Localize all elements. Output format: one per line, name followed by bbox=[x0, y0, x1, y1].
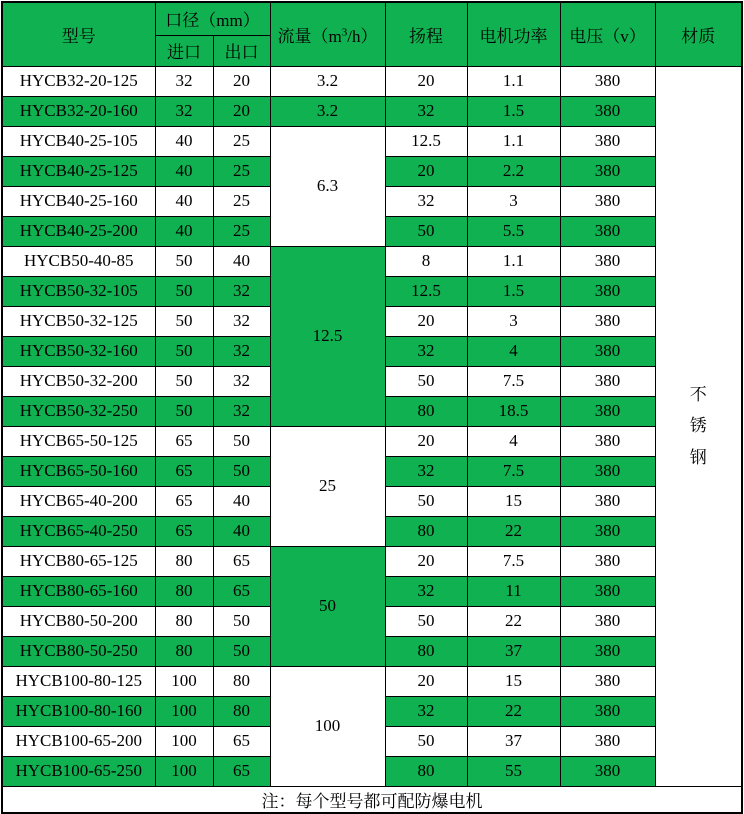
model-cell: HYCB100-80-125 bbox=[2, 666, 155, 696]
outlet-cell: 50 bbox=[213, 606, 270, 636]
header-flow-post: /h） bbox=[347, 26, 378, 46]
voltage-cell: 380 bbox=[560, 546, 655, 576]
head-cell: 12.5 bbox=[385, 126, 467, 156]
head-cell: 50 bbox=[385, 366, 467, 396]
model-cell: HYCB32-20-160 bbox=[2, 96, 155, 126]
table-row bbox=[2, 96, 742, 126]
outlet-cell: 32 bbox=[213, 336, 270, 366]
inlet-cell: 80 bbox=[155, 636, 213, 666]
voltage-cell: 380 bbox=[560, 246, 655, 276]
inlet-cell: 80 bbox=[155, 576, 213, 606]
table-row bbox=[2, 66, 742, 96]
power-cell: 18.5 bbox=[467, 396, 560, 426]
table-header bbox=[2, 2, 742, 66]
power-cell: 55 bbox=[467, 756, 560, 786]
inlet-cell: 50 bbox=[155, 396, 213, 426]
table-body bbox=[2, 66, 742, 786]
header-model: 型号 bbox=[2, 2, 155, 66]
head-cell: 20 bbox=[385, 66, 467, 96]
power-cell: 1.1 bbox=[467, 126, 560, 156]
flow-cell: 25 bbox=[270, 426, 385, 546]
voltage-cell: 380 bbox=[560, 426, 655, 456]
outlet-cell: 20 bbox=[213, 66, 270, 96]
outlet-cell: 65 bbox=[213, 756, 270, 786]
inlet-cell: 100 bbox=[155, 696, 213, 726]
outlet-cell: 50 bbox=[213, 426, 270, 456]
model-cell: HYCB65-50-160 bbox=[2, 456, 155, 486]
inlet-cell: 50 bbox=[155, 336, 213, 366]
inlet-cell: 40 bbox=[155, 156, 213, 186]
header-power: 电机功率 bbox=[467, 2, 560, 66]
voltage-cell: 380 bbox=[560, 156, 655, 186]
flow-cell: 6.3 bbox=[270, 126, 385, 246]
outlet-cell: 25 bbox=[213, 216, 270, 246]
outlet-cell: 32 bbox=[213, 366, 270, 396]
inlet-cell: 32 bbox=[155, 96, 213, 126]
power-cell: 5.5 bbox=[467, 216, 560, 246]
power-cell: 2.2 bbox=[467, 156, 560, 186]
outlet-cell: 32 bbox=[213, 306, 270, 336]
outlet-cell: 65 bbox=[213, 576, 270, 606]
power-cell: 15 bbox=[467, 486, 560, 516]
model-cell: HYCB100-65-250 bbox=[2, 756, 155, 786]
model-cell: HYCB65-40-200 bbox=[2, 486, 155, 516]
header-outlet: 出口 bbox=[213, 35, 270, 66]
head-cell: 20 bbox=[385, 426, 467, 456]
model-cell: HYCB32-20-125 bbox=[2, 66, 155, 96]
outlet-cell: 40 bbox=[213, 246, 270, 276]
voltage-cell: 380 bbox=[560, 666, 655, 696]
model-cell: HYCB80-50-250 bbox=[2, 636, 155, 666]
flow-cell: 50 bbox=[270, 546, 385, 666]
outlet-cell: 50 bbox=[213, 636, 270, 666]
power-cell: 4 bbox=[467, 336, 560, 366]
outlet-cell: 40 bbox=[213, 486, 270, 516]
outlet-cell: 32 bbox=[213, 276, 270, 306]
header-flow-sup: 3 bbox=[341, 26, 348, 39]
head-cell: 80 bbox=[385, 756, 467, 786]
power-cell: 1.5 bbox=[467, 96, 560, 126]
outlet-cell: 80 bbox=[213, 666, 270, 696]
power-cell: 3 bbox=[467, 186, 560, 216]
outlet-cell: 32 bbox=[213, 396, 270, 426]
voltage-cell: 380 bbox=[560, 696, 655, 726]
model-cell: HYCB80-50-200 bbox=[2, 606, 155, 636]
head-cell: 80 bbox=[385, 516, 467, 546]
pump-spec-table bbox=[1, 1, 743, 814]
inlet-cell: 100 bbox=[155, 666, 213, 696]
power-cell: 22 bbox=[467, 516, 560, 546]
power-cell: 22 bbox=[467, 606, 560, 636]
head-cell: 8 bbox=[385, 246, 467, 276]
table-row bbox=[2, 246, 742, 276]
model-cell: HYCB50-40-85 bbox=[2, 246, 155, 276]
voltage-cell: 380 bbox=[560, 606, 655, 636]
model-cell: HYCB100-80-160 bbox=[2, 696, 155, 726]
voltage-cell: 380 bbox=[560, 336, 655, 366]
inlet-cell: 40 bbox=[155, 216, 213, 246]
header-head: 扬程 bbox=[385, 2, 467, 66]
table-row bbox=[2, 426, 742, 456]
outlet-cell: 65 bbox=[213, 546, 270, 576]
head-cell: 32 bbox=[385, 96, 467, 126]
voltage-cell: 380 bbox=[560, 66, 655, 96]
voltage-cell: 380 bbox=[560, 366, 655, 396]
model-cell: HYCB40-25-105 bbox=[2, 126, 155, 156]
head-cell: 32 bbox=[385, 456, 467, 486]
power-cell: 1.1 bbox=[467, 246, 560, 276]
power-cell: 1.1 bbox=[467, 66, 560, 96]
voltage-cell: 380 bbox=[560, 126, 655, 156]
power-cell: 15 bbox=[467, 666, 560, 696]
voltage-cell: 380 bbox=[560, 186, 655, 216]
head-cell: 12.5 bbox=[385, 276, 467, 306]
head-cell: 20 bbox=[385, 306, 467, 336]
voltage-cell: 380 bbox=[560, 726, 655, 756]
head-cell: 20 bbox=[385, 666, 467, 696]
voltage-cell: 380 bbox=[560, 516, 655, 546]
model-cell: HYCB40-25-160 bbox=[2, 186, 155, 216]
voltage-cell: 380 bbox=[560, 306, 655, 336]
outlet-cell: 50 bbox=[213, 456, 270, 486]
head-cell: 50 bbox=[385, 216, 467, 246]
model-cell: HYCB80-65-125 bbox=[2, 546, 155, 576]
voltage-cell: 380 bbox=[560, 396, 655, 426]
voltage-cell: 380 bbox=[560, 756, 655, 786]
model-cell: HYCB50-32-200 bbox=[2, 366, 155, 396]
power-cell: 7.5 bbox=[467, 546, 560, 576]
inlet-cell: 65 bbox=[155, 456, 213, 486]
flow-cell: 3.2 bbox=[270, 96, 385, 126]
head-cell: 50 bbox=[385, 486, 467, 516]
inlet-cell: 80 bbox=[155, 546, 213, 576]
power-cell: 37 bbox=[467, 726, 560, 756]
header-flow bbox=[270, 2, 385, 66]
voltage-cell: 380 bbox=[560, 576, 655, 606]
power-cell: 11 bbox=[467, 576, 560, 606]
model-cell: HYCB65-40-250 bbox=[2, 516, 155, 546]
head-cell: 32 bbox=[385, 336, 467, 366]
power-cell: 3 bbox=[467, 306, 560, 336]
table-row bbox=[2, 666, 742, 696]
flow-cell: 3.2 bbox=[270, 66, 385, 96]
flow-cell: 100 bbox=[270, 666, 385, 786]
inlet-cell: 50 bbox=[155, 276, 213, 306]
inlet-cell: 100 bbox=[155, 726, 213, 756]
flow-cell: 12.5 bbox=[270, 246, 385, 426]
inlet-cell: 50 bbox=[155, 246, 213, 276]
voltage-cell: 380 bbox=[560, 486, 655, 516]
power-cell: 7.5 bbox=[467, 366, 560, 396]
inlet-cell: 50 bbox=[155, 366, 213, 396]
inlet-cell: 40 bbox=[155, 186, 213, 216]
head-cell: 20 bbox=[385, 546, 467, 576]
power-cell: 1.5 bbox=[467, 276, 560, 306]
outlet-cell: 25 bbox=[213, 186, 270, 216]
voltage-cell: 380 bbox=[560, 96, 655, 126]
inlet-cell: 65 bbox=[155, 426, 213, 456]
table-row bbox=[2, 546, 742, 576]
head-cell: 32 bbox=[385, 186, 467, 216]
model-cell: HYCB100-65-200 bbox=[2, 726, 155, 756]
inlet-cell: 65 bbox=[155, 486, 213, 516]
power-cell: 4 bbox=[467, 426, 560, 456]
voltage-cell: 380 bbox=[560, 276, 655, 306]
outlet-cell: 25 bbox=[213, 126, 270, 156]
inlet-cell: 80 bbox=[155, 606, 213, 636]
material-cell: 不 锈 钢 bbox=[655, 66, 742, 786]
power-cell: 7.5 bbox=[467, 456, 560, 486]
inlet-cell: 50 bbox=[155, 306, 213, 336]
header-flow-pre: 流量（m bbox=[277, 26, 342, 46]
outlet-cell: 40 bbox=[213, 516, 270, 546]
table-row bbox=[2, 126, 742, 156]
head-cell: 50 bbox=[385, 606, 467, 636]
inlet-cell: 65 bbox=[155, 516, 213, 546]
head-cell: 32 bbox=[385, 576, 467, 606]
head-cell: 20 bbox=[385, 156, 467, 186]
voltage-cell: 380 bbox=[560, 456, 655, 486]
outlet-cell: 20 bbox=[213, 96, 270, 126]
head-cell: 80 bbox=[385, 396, 467, 426]
head-cell: 32 bbox=[385, 696, 467, 726]
head-cell: 80 bbox=[385, 636, 467, 666]
power-cell: 37 bbox=[467, 636, 560, 666]
header-caliber: 口径（mm） bbox=[155, 2, 270, 35]
model-cell: HYCB40-25-200 bbox=[2, 216, 155, 246]
model-cell: HYCB40-25-125 bbox=[2, 156, 155, 186]
header-material: 材质 bbox=[655, 2, 742, 66]
model-cell: HYCB50-32-250 bbox=[2, 396, 155, 426]
voltage-cell: 380 bbox=[560, 636, 655, 666]
outlet-cell: 65 bbox=[213, 726, 270, 756]
table-footer bbox=[2, 786, 742, 813]
model-cell: HYCB50-32-105 bbox=[2, 276, 155, 306]
inlet-cell: 40 bbox=[155, 126, 213, 156]
voltage-cell: 380 bbox=[560, 216, 655, 246]
model-cell: HYCB80-65-160 bbox=[2, 576, 155, 606]
head-cell: 50 bbox=[385, 726, 467, 756]
inlet-cell: 100 bbox=[155, 756, 213, 786]
note-row: 注：每个型号都可配防爆电机 bbox=[2, 786, 742, 813]
header-inlet: 进口 bbox=[155, 35, 213, 66]
outlet-cell: 25 bbox=[213, 156, 270, 186]
power-cell: 22 bbox=[467, 696, 560, 726]
model-cell: HYCB50-32-160 bbox=[2, 336, 155, 366]
model-cell: HYCB50-32-125 bbox=[2, 306, 155, 336]
inlet-cell: 32 bbox=[155, 66, 213, 96]
outlet-cell: 80 bbox=[213, 696, 270, 726]
header-voltage: 电压（v） bbox=[560, 2, 655, 66]
model-cell: HYCB65-50-125 bbox=[2, 426, 155, 456]
